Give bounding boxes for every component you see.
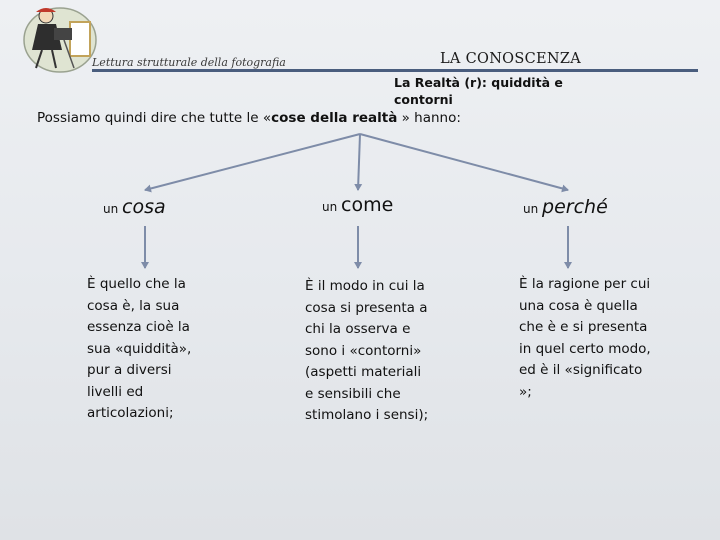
intro-text-before: Possiamo quindi dire che tutte le « <box>37 110 272 126</box>
category-keyword: perché <box>542 196 608 218</box>
description-cosa: È quello che la cosa è, la sua essenza cioè la sua «quiddità», pur a diversi livelli ed articolazioni; <box>87 276 192 421</box>
category-article: un <box>103 202 123 216</box>
category-article: un <box>523 202 543 216</box>
description-come: È il modo in cui la cosa si presenta a chi la osserva e sono i «contorni» (aspetti materiali e sensibili che stimolano i sensi); <box>305 278 429 423</box>
intro-text-bold: cose della realtà <box>271 110 398 126</box>
slide-title: La Realtà (r): quiddità e contorni <box>394 75 563 107</box>
category-keyword: cosa <box>122 196 166 218</box>
category-cosa <box>103 196 166 218</box>
category-come <box>322 194 393 216</box>
presentation-subtitle: Lettura strutturale della fotografia <box>92 56 286 69</box>
description-perche: È la ragione per cui una cosa è quella che è e si presenta in quel certo modo, ed è il «significato »; <box>519 276 651 400</box>
section-title: LA CONOSCENZA <box>440 51 582 67</box>
category-perche <box>523 196 608 218</box>
intro-text-after: » hanno: <box>397 110 461 126</box>
category-article: un <box>322 200 342 214</box>
category-keyword: come <box>341 194 394 216</box>
